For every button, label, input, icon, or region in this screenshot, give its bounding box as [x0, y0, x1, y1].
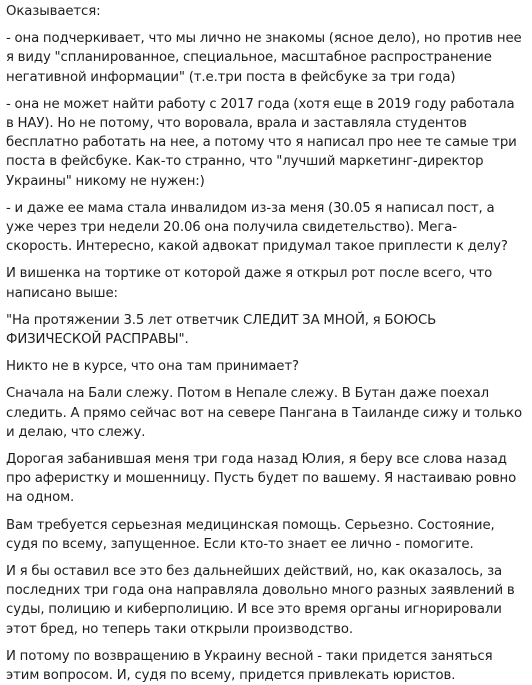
post-paragraph: И вишенка на тортике от которой даже я открыл рот после всего, что написано выше: [6, 266, 493, 301]
post-paragraph: И я бы оставил все это без дальнейших действий, но, как оказалось, за последних три года она направляла довольно много разных заявлений в суды, полицию и киберполицию. И все это время органы игнорировали этот бред, но теперь таки открыли производство. [6, 564, 515, 637]
post-paragraph: И потому по возвращению в Украину весной - таки придется заняться этим вопросом. И, судя по всему, придется привлекать юристов. [6, 648, 493, 684]
post-paragraph: Никто не в курсе, что она там принимает? [6, 359, 299, 375]
post-paragraph: - она не может найти работу с 2017 года (хотя еще в 2019 году работала в НАУ). Но не потому, что воровала, врала и заставляла студентов бесплатно работать на нее, а потому что я написал про нее те самые три поста в фейсбуке. Как-то странно, что "лучший маркетинг-директор Украины" никому не нужен:) [6, 96, 517, 189]
post-paragraph: Сначала на Бали слежу. Потом в Непале слежу. В Бутан даже поехал следить. А прямо сейчас вот на севере Пангана в Таиланде сижу и только и делаю, что слежу. [6, 386, 522, 440]
post-paragraph: Дорогая забанившая меня три года назад Юлия, я беру все слова назад про аферистку и мошенницу. Пусть будет по вашему. Я настаиваю ровно на одном. [6, 452, 517, 506]
post-paragraph: - она подчеркивает, что мы лично не знакомы (ясное дело), но против нее я виду "спланированное, специальное, масштабное распространение негативной информации" (т.е.три поста в фейсбуке за три года) [6, 31, 522, 85]
post-paragraph: Оказывается: [6, 4, 101, 19]
post-paragraph: "На протяжении 3.5 лет ответчик СЛЕДИТ ЗА МНОЙ, я БОЮСЬ ФИЗИЧЕСКОЙ РАСПРАВЫ". [6, 312, 437, 348]
post-paragraph: - и даже ее мама стала инвалидом из-за меня (30.05 я написал пост, а уже через три недели 20.06 она получила свидетельство). Мега-скорость. Интересно, какой адвокат придумал такое приплести к делу? [6, 200, 508, 255]
post-paragraph: Вам требуется серьезная медицинская помощь. Серьезно. Состояние, судя по всему, запущенное. Если кто-то знает ее лично - помогите. [6, 517, 495, 552]
